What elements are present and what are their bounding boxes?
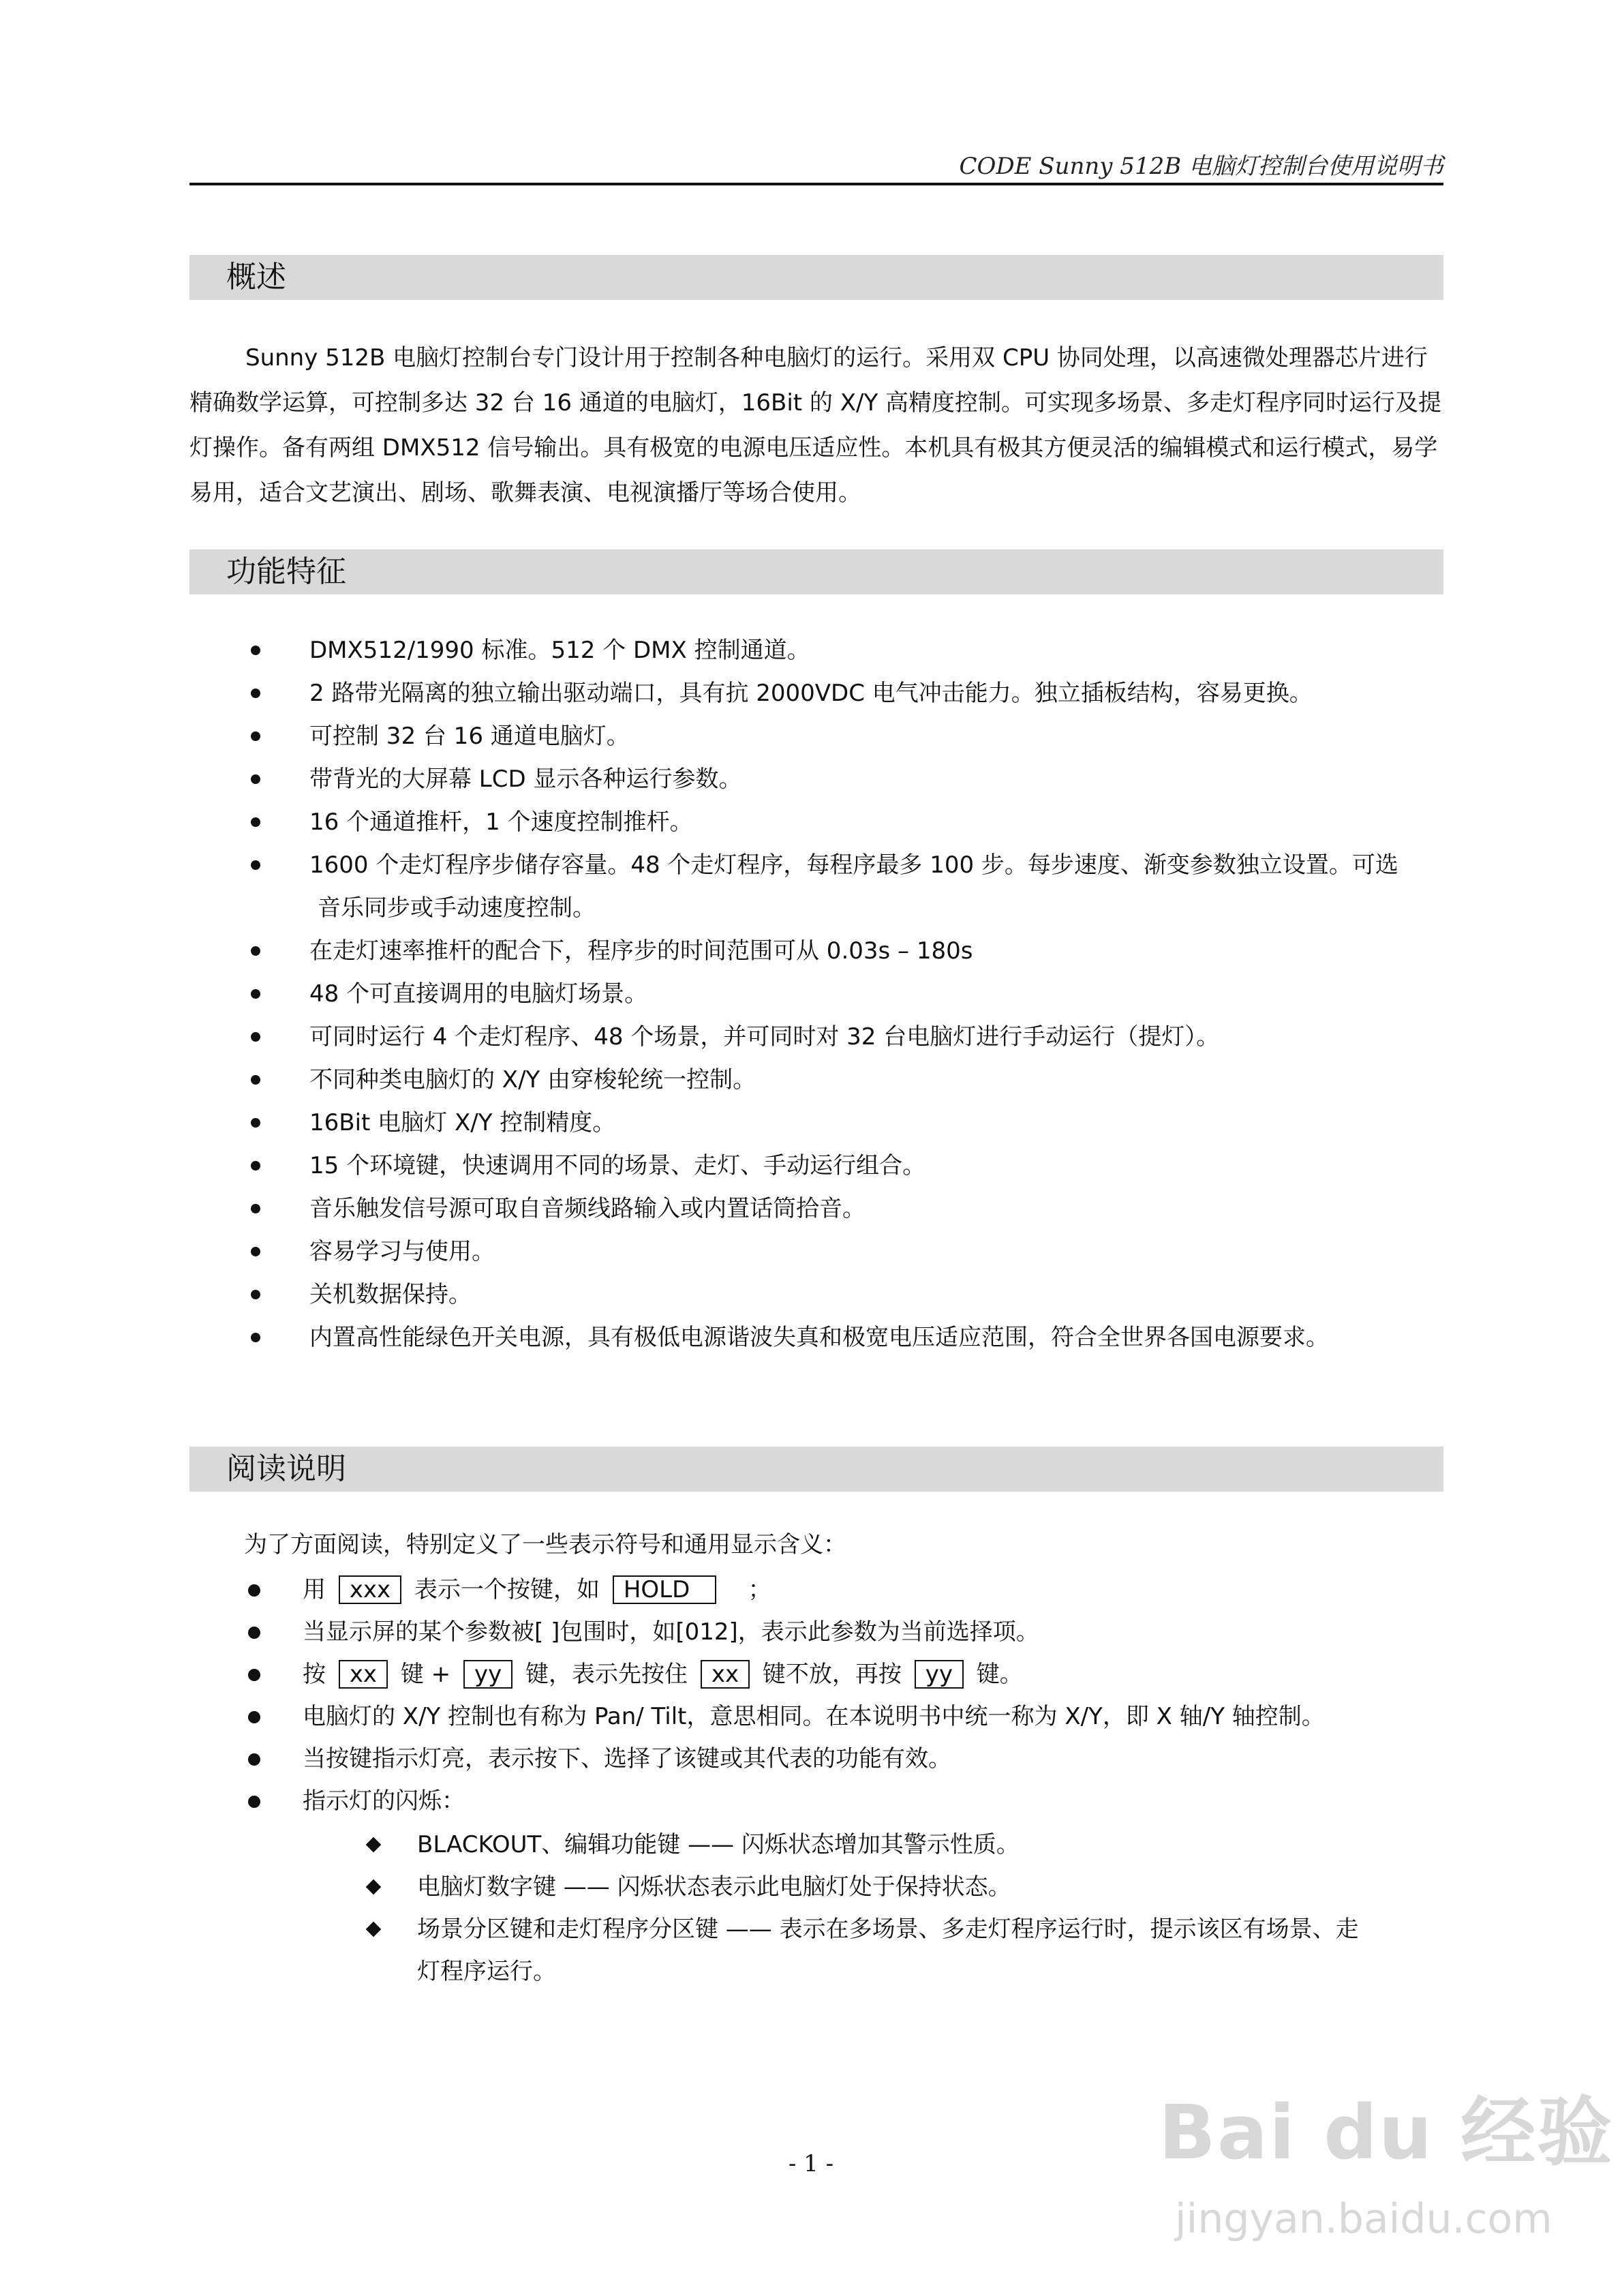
header-rule [189, 183, 1443, 185]
reading-b3-text: 键，表示先按住 [525, 1661, 688, 1688]
feature-item: 内置高性能绿色开关电源，具有极低电源谐波失真和极宽电压适应范围，符合全世界各国电源要求。 [309, 1324, 1329, 1351]
feature-item: 15 个环境键，快速调用不同的场景、走灯、手动运行组合。 [309, 1152, 926, 1179]
feature-item: 带背光的大屏幕 LCD 显示各种运行参数。 [309, 766, 742, 793]
feature-item: DMX512/1990 标准。512 个 DMX 控制通道。 [309, 637, 810, 664]
reading-bullet-pan-tilt: 电脑灯的 X/Y 控制也有称为 Pan/ Tilt，意思相同。在本说明书中统一称为 X/Y，即 X 轴/Y 轴控制。 [303, 1703, 1325, 1730]
reading-bullet-brackets: 当显示屏的某个参数被[ ]包围时，如[012]，表示此参数为当前选择项。 [303, 1618, 1039, 1646]
bullet-icon [248, 1627, 260, 1639]
bullet-icon [251, 1333, 260, 1342]
bullet-icon [248, 1711, 260, 1723]
bullet-icon [248, 1669, 260, 1681]
key-symbol-yy: yy [915, 1660, 964, 1689]
reading-b3-text: 按 [303, 1661, 326, 1688]
bullet-icon [251, 1247, 260, 1256]
reading-b3-text: 键。 [976, 1661, 1023, 1688]
feature-item: 音乐触发信号源可取自音频线路输入或内置话筒拾音。 [309, 1195, 866, 1222]
reading-sub-zone-keys-continuation: 灯程序运行。 [417, 1958, 556, 1985]
reading-b1-text: 表示一个按键，如 [414, 1576, 600, 1603]
bullet-icon [248, 1584, 260, 1597]
bullet-icon [251, 989, 260, 999]
bullet-icon [248, 1796, 260, 1808]
diamond-bullet-icon [366, 1879, 382, 1895]
bullet-icon [248, 1753, 260, 1766]
reading-sub-number-keys: 电脑灯数字键 —— 闪烁状态表示此电脑灯处于保持状态。 [417, 1873, 1011, 1901]
document-header-title: CODE Sunny 512B 电脑灯控制台使用说明书 [959, 153, 1443, 180]
bullet-icon [251, 731, 260, 741]
bullet-icon [251, 1204, 260, 1213]
feature-item: 16 个通道推杆，1 个速度控制推杆。 [309, 809, 693, 836]
reading-b1-text: 用 [303, 1576, 326, 1603]
feature-item: 1600 个走灯程序步储存容量。48 个走灯程序，每程序最多 100 步。每步速度、渐变参数独立设置。可选 [309, 851, 1398, 879]
feature-item: 关机数据保持。 [309, 1281, 472, 1308]
watermark-logo: Bai du 经验 [1159, 2089, 1614, 2176]
key-symbol-hold: HOLD [613, 1575, 716, 1604]
bullet-icon [251, 1032, 260, 1042]
bullet-icon [251, 860, 260, 870]
reading-bullet-indicator: 当按键指示灯亮，表示按下、选择了该键或其代表的功能有效。 [303, 1745, 951, 1772]
feature-item: 在走灯速率推杆的配合下，程序步的时间范围可从 0.03s – 180s [309, 937, 973, 965]
feature-item: 不同种类电脑灯的 X/Y 由穿梭轮统一控制。 [309, 1066, 756, 1093]
reading-b3-text: 键不放，再按 [762, 1661, 902, 1688]
section-bar-overview [189, 255, 1443, 300]
reading-bullet-blink: 指示灯的闪烁： [303, 1787, 465, 1815]
reading-sub-blackout: BLACKOUT、编辑功能键 —— 闪烁状态增加其警示性质。 [417, 1831, 1020, 1858]
bullet-icon [251, 946, 260, 956]
feature-item: 可同时运行 4 个走灯程序、48 个场景，并可同时对 32 台电脑灯进行手动运行（提灯）。 [309, 1023, 1220, 1051]
diamond-bullet-icon [366, 1922, 382, 1937]
feature-item: 2 路带光隔离的独立输出驱动端口，具有抗 2000VDC 电气冲击能力。独立插板结构，容易更换。 [309, 680, 1313, 707]
key-symbol-yy: yy [463, 1660, 512, 1689]
bullet-icon [251, 646, 260, 655]
section-bar-features [189, 549, 1443, 594]
key-symbol-xx: xx [339, 1660, 388, 1689]
reading-bullet-combo [303, 1659, 1023, 1689]
reading-sub-zone-keys: 场景分区键和走灯程序分区键 —— 表示在多场景、多走灯程序运行时，提示该区有场景、走 [417, 1916, 1359, 1943]
section-title-reading: 阅读说明 [226, 1451, 346, 1486]
bullet-icon [251, 1290, 260, 1299]
feature-item: 48 个可直接调用的电脑灯场景。 [309, 980, 648, 1008]
feature-item: 16Bit 电脑灯 X/Y 控制精度。 [309, 1109, 616, 1136]
feature-item: 可控制 32 台 16 通道电脑灯。 [309, 723, 630, 750]
reading-b3-text: 键 + [400, 1661, 451, 1688]
bullet-icon [251, 689, 260, 698]
bullet-icon [251, 774, 260, 784]
baidu-jingyan-watermark [1159, 2072, 1614, 2277]
bullet-icon [251, 1118, 260, 1128]
watermark-url: jingyan.baidu.com [1175, 2195, 1552, 2243]
reading-b1-text: ； [748, 1576, 771, 1603]
feature-item: 容易学习与使用。 [309, 1238, 495, 1265]
key-symbol-xx: xx [701, 1660, 750, 1689]
diamond-bullet-icon [366, 1837, 382, 1853]
feature-item-continuation: 音乐同步或手动速度控制。 [318, 894, 596, 922]
key-symbol-xxx: xxx [339, 1575, 401, 1604]
section-title-features: 功能特征 [226, 554, 346, 589]
section-bar-reading [189, 1447, 1443, 1492]
reading-bullet-keys [303, 1575, 771, 1605]
page-number: - 1 - [788, 2150, 834, 2177]
section-title-overview: 概述 [226, 260, 286, 294]
overview-paragraph: Sunny 512B 电脑灯控制台专门设计用于控制各种电脑灯的运行。采用双 CPU 协同处理，以高速微处理器芯片进行精确数学运算，可控制多达 32 台 16 通道的电脑灯，16Bit 的 X/Y 高精度控制。可实现多场景、多走灯程序同时运行及提灯操作。备有两组 DMX512 信号输出。具有极宽的电源电压适应性。本机具有极其方便灵活的编辑模式和运行模式，易学易用，适合文艺演出、剧场、歌舞表演、电视演播厅等场合使用。 [189, 344, 1442, 507]
reading-intro: 为了方面阅读，特别定义了一些表示符号和通用显示含义： [244, 1531, 846, 1558]
bullet-icon [251, 1161, 260, 1170]
bullet-icon [251, 1075, 260, 1085]
bullet-icon [251, 817, 260, 827]
